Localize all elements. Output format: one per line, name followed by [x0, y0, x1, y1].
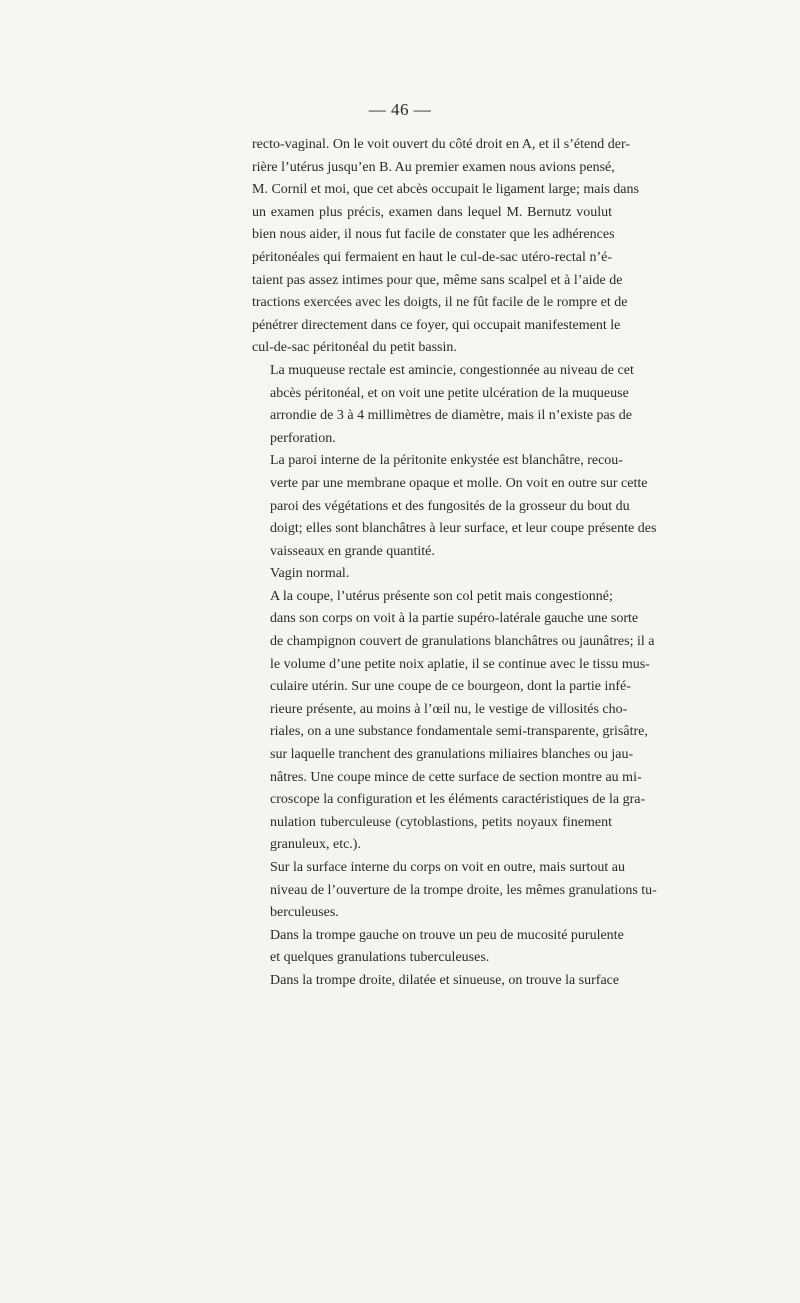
text-line: dans son corps on voit à la partie supéro-latérale gauche une sorte [270, 611, 639, 627]
text-line: de champignon couvert de granulations blanchâtres ou jaunâtres; il a [270, 634, 655, 650]
text-line: sur laquelle tranchent des granulations miliaires blanches ou jau- [270, 747, 634, 763]
text-line: niveau de l’ouverture de la trompe droite, les mêmes granulations tu- [270, 882, 657, 898]
text-line: berculeuses. [270, 905, 339, 921]
text-line: M. Cornil et moi, que cet abcès occupait le ligament large; mais dans [252, 182, 639, 198]
text-line: nâtres. Une coupe mince de cette surface de section montre au mi- [270, 769, 642, 785]
text-line: Sur la surface interne du corps on voit en outre, mais surtout au [270, 860, 625, 875]
text-line: le volume d’une petite noix aplatie, il se continue avec le tissu mus- [270, 656, 650, 672]
text-line: La paroi interne de la péritonite enkystée est blanchâtre, recou- [270, 453, 623, 469]
paragraph-p8 [252, 970, 620, 993]
text-line: bien nous aider, il nous fut facile de constater que les adhérences [252, 227, 615, 243]
text-line: péritonéales qui fermaient en haut le cul-de-sac utéro-rectal n’é- [252, 249, 612, 265]
body-text [252, 134, 657, 993]
text-line: perforation. [270, 430, 336, 446]
text-line: tractions exercées avec les doigts, il ne fût facile de le rompre et de [252, 295, 628, 311]
text-line: granuleux, etc.). [270, 837, 361, 853]
paragraph-p6 [252, 857, 657, 925]
text-line: rière l’utérus jusqu’en B. Au premier examen nous avions pensé, [252, 159, 615, 175]
text-line: un examen plus précis, examen dans lequel M. Bernutz voulut [252, 204, 612, 220]
paragraph-p5 [252, 586, 655, 857]
text-line: arrondie de 3 à 4 millimètres de diamètre, mais il n’existe pas de [270, 408, 632, 424]
text-line: croscope la configuration et les éléments caractéristiques de la gra- [270, 792, 646, 808]
text-line: A la coupe, l’utérus présente son col petit mais congestionné; [270, 588, 613, 604]
text-line: nulation tuberculeuse (cytoblastions, petits noyaux finement [270, 814, 612, 830]
text-line: abcès péritonéal, et on voit une petite ulcération de la muqueuse [270, 385, 629, 401]
text-line: culaire utérin. Sur une coupe de ce bourgeon, dont la partie infé- [270, 679, 631, 695]
text-line: rieure présente, au moins à l’œil nu, le vestige de villosités cho- [270, 701, 628, 717]
paragraph-p1 [252, 134, 639, 360]
text-line: vaisseaux en grande quantité. [270, 543, 435, 559]
text-line: pénétrer directement dans ce foyer, qui occupait manifestement le [252, 317, 621, 333]
text-line: Vagin normal. [270, 566, 350, 582]
paragraph-p3 [252, 450, 657, 563]
text-line: et quelques granulations tuberculeuses. [270, 950, 490, 966]
paragraph-p4 [252, 563, 612, 586]
text-line: taient pas assez intimes pour que, même sans scalpel et à l’aide de [252, 272, 623, 288]
text-line: La muqueuse rectale est amincie, congestionnée au niveau de cet [270, 362, 634, 378]
paragraph-p7 [252, 925, 624, 970]
text-line: recto-vaginal. On le voit ouvert du côté droit en A, et il s’étend der- [252, 137, 630, 152]
text-line: Dans la trompe gauche on trouve un peu de mucosité purulente [270, 927, 624, 943]
paragraph-p2 [252, 360, 634, 450]
text-line: Dans la trompe droite, dilatée et sinueuse, on trouve la surface [270, 972, 620, 988]
text-line: doigt; elles sont blanchâtres à leur surface, et leur coupe présente des [270, 521, 657, 537]
text-line: paroi des végétations et des fungosités de la grosseur du bout du [270, 498, 630, 514]
text-line: verte par une membrane opaque et molle. On voit en outre sur cette [270, 475, 648, 491]
page-number: — 46 — [368, 100, 432, 119]
text-line: riales, on a une substance fondamentale semi-transparente, grisâtre, [270, 724, 648, 740]
text-line: cul-de-sac péritonéal du petit bassin. [252, 340, 457, 356]
